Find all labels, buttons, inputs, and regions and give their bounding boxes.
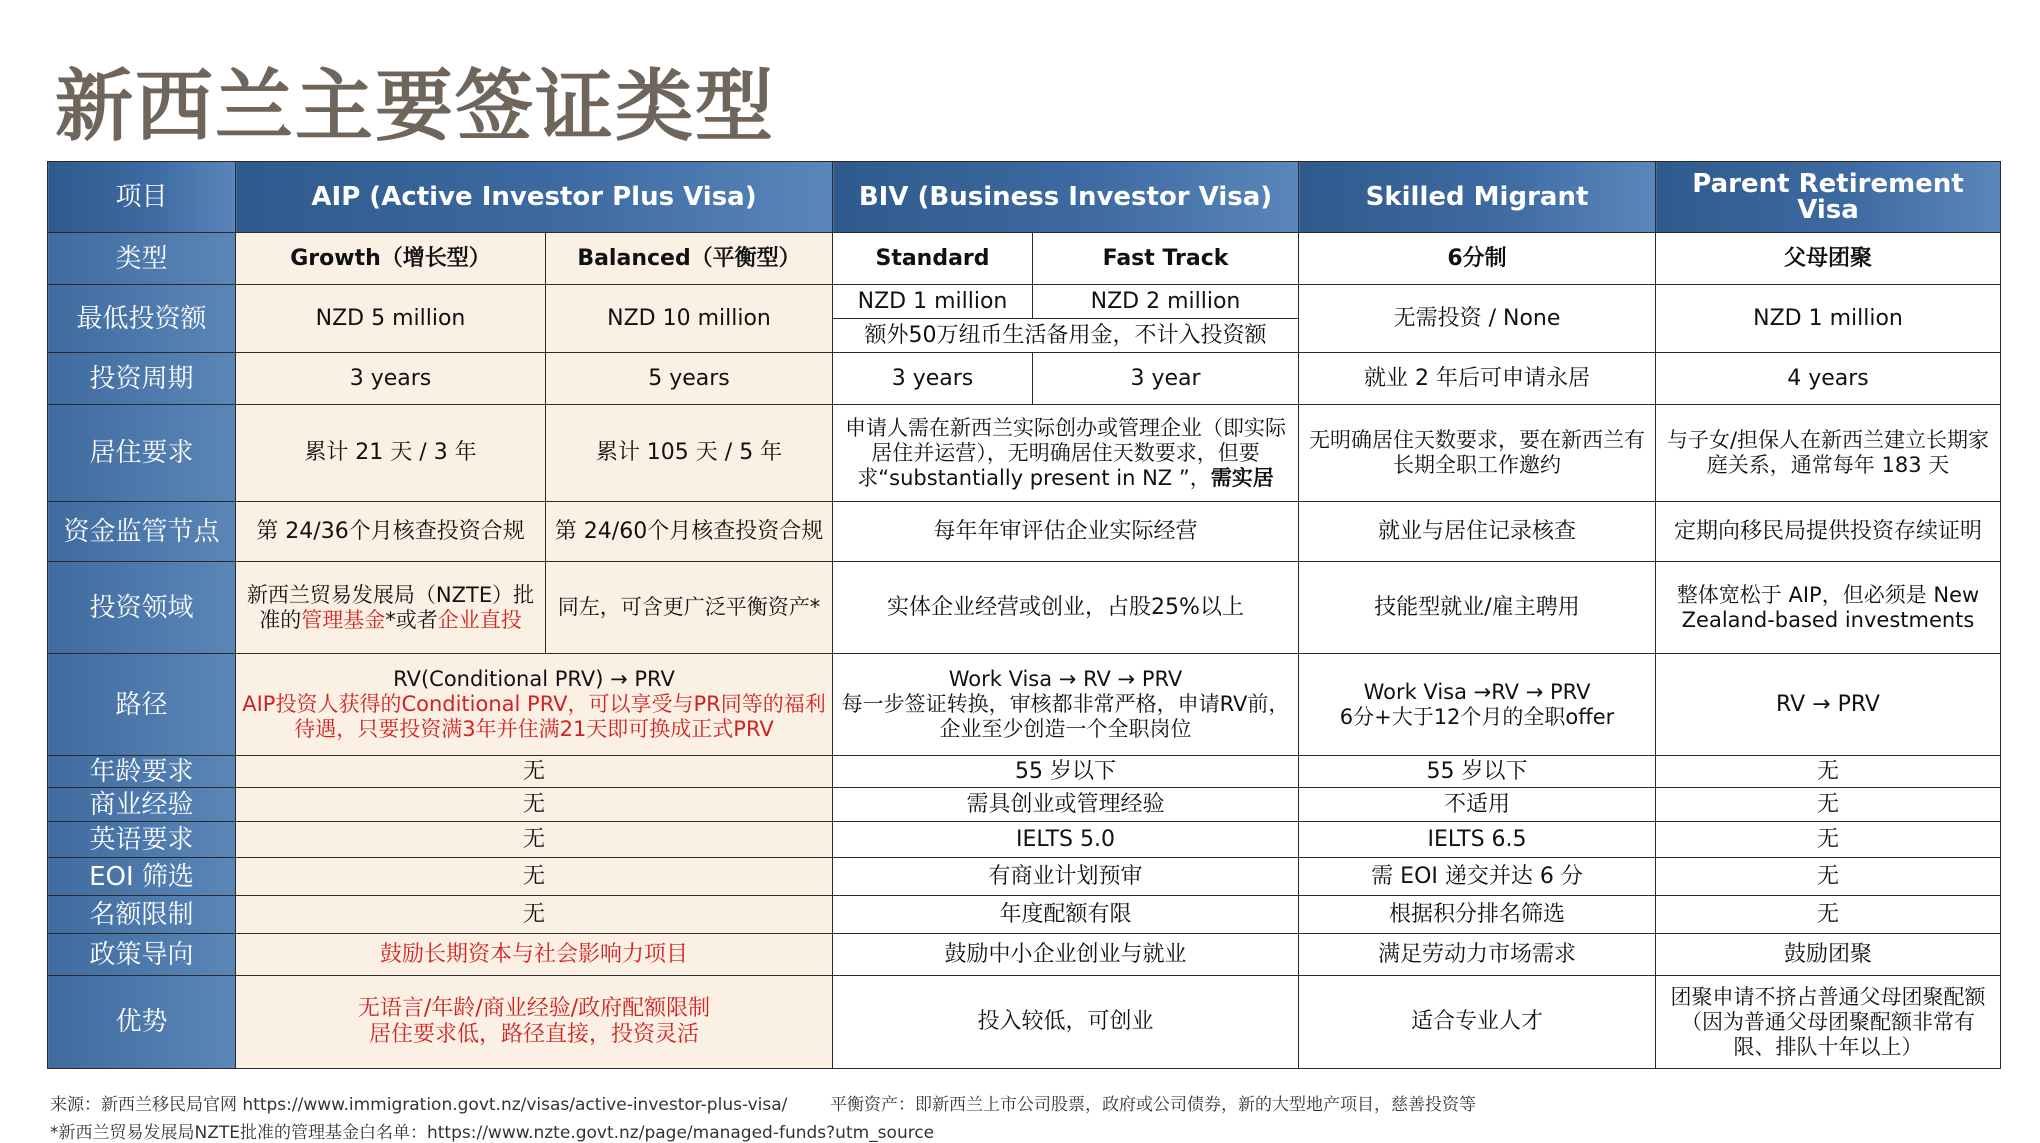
row-label-quota: 名额限制	[48, 896, 236, 934]
period-balanced: 5 years	[546, 353, 833, 405]
monitor-growth: 第 24/36个月核查投资合规	[236, 502, 546, 562]
row-label-eoi: EOI 筛选	[48, 858, 236, 896]
period-fasttrack: 3 year	[1033, 353, 1299, 405]
advantage-aip	[236, 976, 833, 1069]
age-parent: 无	[1656, 756, 2001, 788]
residence-biv-bold: 需实居	[1210, 465, 1274, 490]
field-growth-text-c: *或者	[385, 607, 438, 632]
business-aip: 无	[236, 788, 833, 822]
eoi-aip: 无	[236, 858, 833, 896]
path-aip	[236, 654, 833, 756]
row-label-business: 商业经验	[48, 788, 236, 822]
row-label-policy: 政策导向	[48, 934, 236, 976]
field-skilled: 技能型就业/雇主聘用	[1299, 562, 1656, 654]
quota-skilled: 根据积分排名筛选	[1299, 896, 1656, 934]
row-label-period: 投资周期	[48, 353, 236, 405]
row-label-advantage: 优势	[48, 976, 236, 1069]
period-skilled: 就业 2 年后可申请永居	[1299, 353, 1656, 405]
min-invest-growth: NZD 5 million	[236, 285, 546, 353]
visa-comparison-table	[47, 161, 2001, 1069]
policy-biv: 鼓励中小企业创业与就业	[833, 934, 1299, 976]
quota-parent: 无	[1656, 896, 2001, 934]
age-skilled: 55 岁以下	[1299, 756, 1656, 788]
field-parent: 整体宽松于 AIP，但必须是 New Zealand-based investments	[1656, 562, 2001, 654]
advantage-parent: 团聚申请不挤占普通父母团聚配额（因为普通父母团聚配额非常有限、排队十年以上）	[1656, 976, 2001, 1069]
residence-biv-text: 申请人需在新西兰实际创办或管理企业（即实际居住并运营），无明确居住天数要求，但要求“substantially present in NZ ”，	[845, 415, 1286, 490]
english-aip: 无	[236, 822, 833, 858]
footer-nzte-note: *新西兰贸易发展局NZTE批准的管理基金白名单：https://www.nzte.govt.nz/page/managed-funds?utm_source	[50, 1123, 935, 1143]
residence-growth: 累计 21 天 / 3 年	[236, 405, 546, 502]
age-aip: 无	[236, 756, 833, 788]
english-biv: IELTS 5.0	[833, 822, 1299, 858]
row-label-min-invest: 最低投资额	[48, 285, 236, 353]
residence-parent: 与子女/担保人在新西兰建立长期家庭关系，通常每年 183 天	[1656, 405, 2001, 502]
page-title: 新西兰主要签证类型	[55, 61, 776, 152]
monitor-balanced: 第 24/60个月核查投资合规	[546, 502, 833, 562]
header-skilled: Skilled Migrant	[1299, 162, 1656, 233]
monitor-skilled: 就业与居住记录核查	[1299, 502, 1656, 562]
quota-biv: 年度配额有限	[833, 896, 1299, 934]
header-item: 项目	[48, 162, 236, 233]
type-parent: 父母团聚	[1656, 233, 2001, 285]
period-standard: 3 years	[833, 353, 1033, 405]
path-aip-main: RV(Conditional PRV) → PRV	[393, 667, 675, 691]
field-biv: 实体企业经营或创业，占股25%以上	[833, 562, 1299, 654]
row-label-path: 路径	[48, 654, 236, 756]
residence-balanced: 累计 105 天 / 5 年	[546, 405, 833, 502]
min-invest-biv-note: 额外50万纽币生活备用金，不计入投资额	[833, 319, 1299, 353]
field-growth	[236, 562, 546, 654]
row-label-residence: 居住要求	[48, 405, 236, 502]
path-skilled	[1299, 654, 1656, 756]
english-skilled: IELTS 6.5	[1299, 822, 1656, 858]
english-parent: 无	[1656, 822, 2001, 858]
advantage-aip-line2: 居住要求低，路径直接，投资灵活	[368, 1022, 699, 1047]
header-biv: BIV (Business Investor Visa)	[833, 162, 1299, 233]
monitor-parent: 定期向移民局提供投资存续证明	[1656, 502, 2001, 562]
row-label-field: 投资领域	[48, 562, 236, 654]
row-label-monitor: 资金监管节点	[48, 502, 236, 562]
business-skilled: 不适用	[1299, 788, 1656, 822]
min-invest-parent: NZD 1 million	[1656, 285, 2001, 353]
residence-skilled: 无明确居住天数要求，要在新西兰有长期全职工作邀约	[1299, 405, 1656, 502]
field-growth-fund: 管理基金	[301, 607, 386, 632]
quota-aip: 无	[236, 896, 833, 934]
period-growth: 3 years	[236, 353, 546, 405]
min-invest-fasttrack: NZD 2 million	[1033, 285, 1299, 319]
eoi-biv: 有商业计划预审	[833, 858, 1299, 896]
header-parent: Parent Retirement Visa	[1656, 162, 2001, 233]
path-biv	[833, 654, 1299, 756]
business-parent: 无	[1656, 788, 2001, 822]
path-biv-main: Work Visa → RV → PRV	[948, 667, 1183, 691]
row-label-age: 年龄要求	[48, 756, 236, 788]
type-fasttrack: Fast Track	[1033, 233, 1299, 285]
type-balanced: Balanced（平衡型）	[546, 233, 833, 285]
header-aip: AIP (Active Investor Plus Visa)	[236, 162, 833, 233]
min-invest-skilled: 无需投资 / None	[1299, 285, 1656, 353]
path-aip-note: AIP投资人获得的Conditional PRV，可以享受与PR同等的福利待遇，只要投资满3年并住满21天即可换成正式PRV	[242, 692, 826, 741]
path-skilled-main: Work Visa →RV → PRV	[1363, 679, 1591, 704]
row-label-english: 英语要求	[48, 822, 236, 858]
field-growth-direct: 企业直投	[437, 607, 522, 632]
policy-skilled: 满足劳动力市场需求	[1299, 934, 1656, 976]
policy-aip: 鼓励长期资本与社会影响力项目	[236, 934, 833, 976]
advantage-biv: 投入较低，可创业	[833, 976, 1299, 1069]
period-parent: 4 years	[1656, 353, 2001, 405]
min-invest-balanced: NZD 10 million	[546, 285, 833, 353]
path-parent: RV → PRV	[1656, 654, 2001, 756]
footer-balanced-note: 平衡资产：即新西兰上市公司股票，政府或公司债券，新的大型地产项目，慈善投资等	[830, 1095, 1476, 1115]
advantage-aip-line1: 无语言/年龄/商业经验/政府配额限制	[357, 996, 711, 1021]
path-biv-note: 每一步签证转换，审核都非常严格，申请RV前，企业至少创造一个全职岗位	[841, 692, 1290, 741]
business-biv: 需具创业或管理经验	[833, 788, 1299, 822]
path-skilled-note: 6分+大于12个月的全职offer	[1339, 704, 1615, 729]
type-growth: Growth（增长型）	[236, 233, 546, 285]
field-balanced: 同左，可含更广泛平衡资产*	[546, 562, 833, 654]
policy-parent: 鼓励团聚	[1656, 934, 2001, 976]
advantage-skilled: 适合专业人才	[1299, 976, 1656, 1069]
type-standard: Standard	[833, 233, 1033, 285]
field-growth-text-a: 新西兰贸易发展局（NZTE）批准的	[246, 582, 535, 632]
min-invest-standard: NZD 1 million	[833, 285, 1033, 319]
row-label-type: 类型	[48, 233, 236, 285]
eoi-skilled: 需 EOI 递交并达 6 分	[1299, 858, 1656, 896]
residence-biv	[833, 405, 1299, 502]
monitor-biv: 每年年审评估企业实际经营	[833, 502, 1299, 562]
eoi-parent: 无	[1656, 858, 2001, 896]
type-skilled: 6分制	[1299, 233, 1656, 285]
age-biv: 55 岁以下	[833, 756, 1299, 788]
footer-source: 来源：新西兰移民局官网 https://www.immigration.govt.nz/visas/active-investor-plus-visa/	[50, 1095, 788, 1115]
